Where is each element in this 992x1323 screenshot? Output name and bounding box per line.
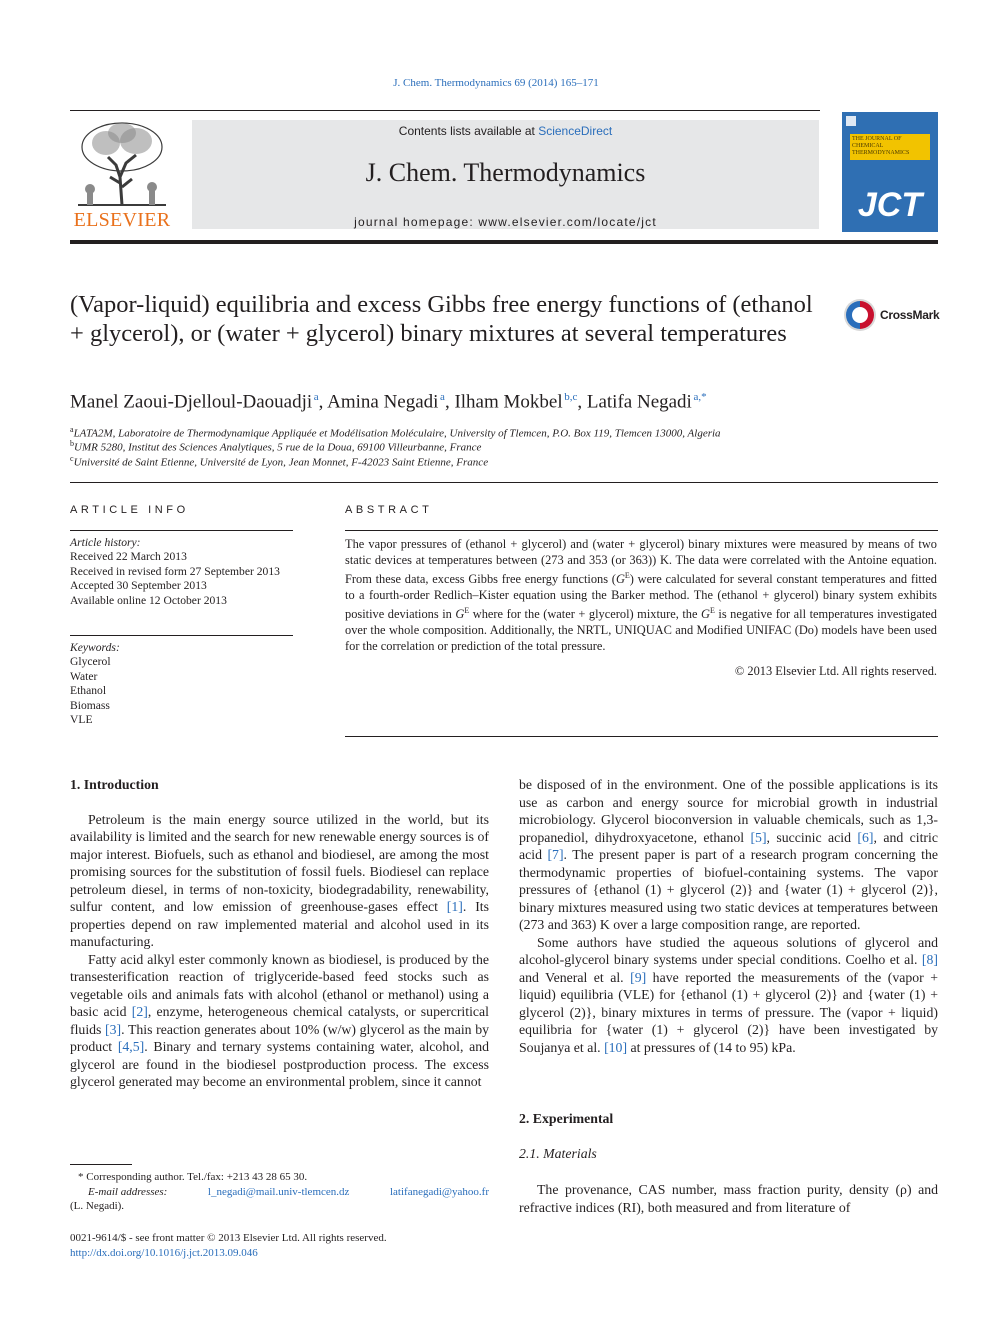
citation-link[interactable]: [1]	[446, 899, 463, 914]
journal-homepage[interactable]: journal homepage: www.elsevier.com/locate/jct	[354, 215, 657, 229]
author-affil-mark[interactable]: b,c	[564, 391, 578, 403]
abstract-copyright: © 2013 Elsevier Ltd. All rights reserved.	[734, 664, 937, 678]
paragraph: Some authors have studied the aqueous solutions of glycerol and alcohol-glycerol binary systems under special conditions. Coelho et al. [8] and Veneral et al. [9] have reported the measurements of the (vapor + liquid) equilibria (VLE) for {ethanol (1) + glycerol (2)} and {water (1) + glycerol (2)}, binary mixtures in terms of pressure. The (vapor + liquid) equilibria for {water (1) + glycerol (2)} have been investigated by Soujanya et al. [10] at pressures of (14 to 95) kPa.	[519, 934, 938, 1055]
section-heading-introduction: 1. Introduction	[70, 777, 159, 792]
affiliation-text: LATA2M, Laboratoire de Thermodynamique Appliquée et Modélisation Moléculaire, University of Tlemcen, P.O. Box 119, Tlemcen 13000, Algeria	[73, 427, 721, 440]
history-item: Received in revised form 27 September 2013	[70, 564, 280, 578]
abstract-label: ABSTRACT	[345, 504, 433, 516]
contents-prefix: Contents lists available at	[398, 124, 539, 138]
right-column	[519, 776, 938, 1056]
affiliation	[70, 439, 481, 454]
left-column	[70, 776, 489, 1091]
citation-link[interactable]: [3]	[105, 1021, 122, 1037]
history-item: Available online 12 October 2013	[70, 593, 227, 607]
corresponding-author-note: * Corresponding author. Tel./fax: +213 43 28 65 30.	[78, 1171, 308, 1183]
citation-link[interactable]: [9]	[630, 969, 647, 985]
footnote	[70, 1170, 489, 1214]
citation-link[interactable]: [6]	[857, 829, 874, 845]
keyword: Water	[70, 669, 98, 683]
citation-link[interactable]: [2]	[131, 1004, 148, 1019]
doi-link[interactable]: http://dx.doi.org/10.1016/j.jct.2013.09.046	[70, 1246, 258, 1259]
subsection-heading-materials: 2.1. Materials	[519, 1146, 597, 1161]
divider	[70, 530, 293, 531]
abstract-text: The vapor pressures of (ethanol + glycerol) and (water + glycerol) binary mixtures were measured by means of two static devices at temperatures between (273 and 353 (or 363)) K. The data were correlated with the Antoine equation. From these data, excess Gibbs free energy functions $(G^E)$ were calculated for several constant temperatures and fitted to a fourth-order Redlich–Kister equation using the Barker method. The (ethanol + glycerol) binary system exhibits positive deviations in $G^E$ where for the (water + glycerol) mixture, the $G^E$ is negative for all temperatures investigated over the whole composition. Additionally, the NRTL, UNIQUAC and Modified UNIFAC (Do) models have been used for the correlation or prediction of the total pressure.	[345, 537, 938, 654]
front-matter-note: 0021-9614/$ - see front matter © 2013 Elsevier Ltd. All rights reserved.	[70, 1232, 387, 1244]
journal-name: J. Chem. Thermodynamics	[365, 158, 646, 187]
sciencedirect-link[interactable]: ScienceDirect	[538, 124, 613, 138]
paragraph: be disposed of in the environment. One of the possible applications is its use as carbon and energy source for microbial growth in industrial microbiology. Glycerol bioconversion in valuable chemicals, such as 1,3-propanediol, dihydroxyacetone, ethanol [5], succinic acid [6], and citric acid [7]. The present paper is part of a research program concerning the thermodynamic properties of biofuel-containing systems. The vapor pressures of {ethanol (1) + glycerol (2)} and {water (1) + glycerol (2)}, binary mixtures measured using two static devices at temperatures between (273 and 363) K over a large composition range, are reported.	[519, 777, 938, 932]
email-line	[70, 1185, 489, 1200]
cover-abbrev: JCT	[857, 186, 923, 224]
affiliation	[70, 454, 488, 469]
cover-corner-mark	[846, 116, 856, 126]
affiliation-mark: a	[70, 425, 74, 434]
author-name[interactable]: Ilham Mokbel	[454, 391, 563, 413]
history-item: Accepted 30 September 2013	[70, 579, 207, 593]
email-link[interactable]: l_negadi@mail.univ-tlemcen.dz	[207, 1185, 350, 1198]
header-top-rule	[70, 110, 820, 111]
keyword: Biomass	[70, 698, 110, 712]
journal-citation[interactable]: J. Chem. Thermodynamics 69 (2014) 165–171	[393, 77, 599, 89]
author-list: Manel Zaoui-Djelloul-Daouadji $^a$, Amina Negadi $^a$, Ilham Mokbel $^{b,c}$, Latifa Negadi $^{a,*}$	[70, 391, 707, 413]
journal-header-band	[192, 120, 819, 229]
elsevier-wordmark: ELSEVIER	[73, 209, 171, 231]
journal-cover-image	[842, 112, 938, 232]
article-history	[70, 536, 293, 608]
keyword: Ethanol	[70, 684, 107, 698]
divider	[70, 482, 938, 483]
footnote-rule	[70, 1164, 132, 1165]
paragraph: Fatty acid alkyl ester commonly known as biodiesel, is produced by the transesterification reaction of triglyceride-based feed stocks such as vegetable oils and animals fats with alcohol (ethanol or methanol) using a basic acid [2], enzyme, heterogeneous chemical catalysts, or supercritical fluids [3]. This reaction generates about 10% (w/w) glycerol as the main by product [4,5]. Binary and ternary systems containing water, alcohol, and glycerol are found in the biodiesel postproduction process. The excess glycerol generated may become an environmental problem, since it cannot	[70, 951, 489, 1089]
affiliation-text: Université de Saint Etienne, Université de Lyon, Jean Monnet, F-42023 Saint Etienne, France	[73, 456, 489, 469]
affiliation	[70, 425, 721, 440]
divider	[345, 736, 938, 737]
author-name[interactable]: Amina Negadi	[327, 391, 439, 413]
issn-line	[70, 1231, 510, 1260]
crossmark-icon[interactable]	[843, 298, 877, 332]
citation-link[interactable]: [10]	[604, 1039, 628, 1055]
section-heading-experimental: 2. Experimental	[519, 1111, 614, 1126]
citation-link[interactable]: [8]	[921, 952, 938, 967]
citation-link[interactable]: [5]	[750, 829, 767, 845]
author-name[interactable]: Manel Zaoui-Djelloul-Daouadji	[70, 391, 313, 413]
author-name[interactable]: Latifa Negadi	[586, 391, 692, 413]
citation-link[interactable]: [7]	[547, 847, 564, 862]
email-link[interactable]: latifanegadi@yahoo.fr	[389, 1185, 489, 1198]
keyword: Glycerol	[70, 655, 111, 669]
keywords	[70, 641, 293, 727]
article-info-label: ARTICLE INFO	[70, 504, 189, 516]
affiliation-mark: c	[70, 454, 74, 463]
header-thick-rule	[70, 240, 938, 244]
affiliation-text: UMR 5280, Institut des Sciences Analytiques, 5 rue de la Doua, 69100 Villeurbanne, France	[74, 441, 482, 454]
history-label: Article history:	[70, 536, 141, 549]
contents-line	[192, 124, 819, 138]
email-label: E-mail addresses:	[88, 1185, 168, 1198]
keyword: VLE	[70, 713, 93, 727]
history-item: Received 22 March 2013	[70, 550, 187, 564]
keywords-label: Keywords:	[70, 641, 120, 654]
paragraph-materials	[519, 1181, 938, 1216]
crossmark-label[interactable]: CrossMark	[880, 308, 940, 322]
cover-title: THE JOURNAL OF CHEMICAL THERMODYNAMICS	[852, 136, 910, 156]
author-affil-mark[interactable]: a	[313, 391, 319, 403]
author-affil-mark[interactable]: a,*	[693, 391, 707, 403]
author-affil-mark[interactable]: a	[440, 391, 445, 403]
divider	[70, 635, 293, 636]
citation-link[interactable]: [4,5]	[117, 1039, 145, 1054]
article-title: (Vapor-liquid) equilibria and excess Gibbs free energy functions of (ethanol + glycerol), or (water + glycerol) binary mixtures at several temperatures	[70, 291, 813, 347]
affiliation-mark: b	[70, 439, 74, 448]
paragraph: The provenance, CAS number, mass fraction purity, density (ρ) and refractive indices (RI), both measured and from literature of	[519, 1182, 938, 1215]
paragraph: Petroleum is the main energy source utilized in the world, but its availability is limited and the search for new renewable energy sources is of major interest. Biofuels, such as ethanol and biodiesel, are among the most promising sources for the substitution of fossil fuels. Biodiesel can replace petroleum diesel, in terms of non-toxicity, biodegradability, renewability, sulfur content, and low emission of greenhouse-gases effect [1]. Its properties depend on raw implemented material and alcohol used in its manufacturing.	[70, 811, 489, 949]
email-owner: (L. Negadi).	[70, 1200, 125, 1212]
divider	[345, 530, 938, 531]
